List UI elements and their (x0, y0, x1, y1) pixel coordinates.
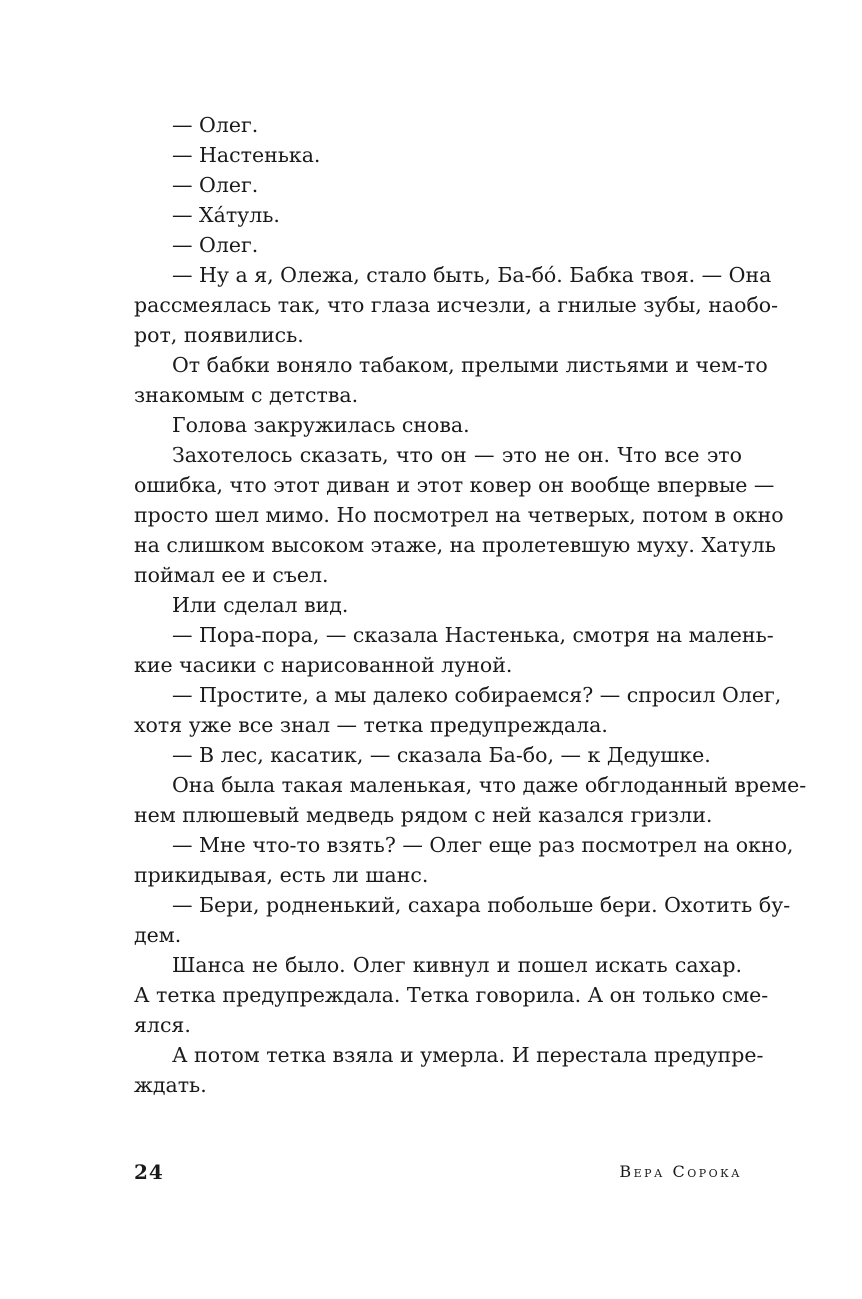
text-line: ошибка, что этот диван и этот ковер он вообще впервые — (134, 473, 775, 497)
text-line: прикидывая, есть ли шанс. (134, 863, 429, 887)
text-line: Захотелось сказать, что он — это не он. Что все это (172, 443, 742, 467)
text-line: ждать. (134, 1073, 207, 1097)
body-text (134, 110, 807, 1100)
text-line: ялся. (134, 1013, 191, 1037)
text-line: Голова закружилась снова. (172, 413, 470, 437)
text-line: — Олег. (172, 173, 259, 197)
text-line: просто шел мимо. Но посмотрел на четверых, потом в окно (134, 503, 784, 527)
text-line: нем плюшевый медведь рядом с ней казался гризли. (134, 803, 713, 827)
text-line: знакомым с детства. (134, 383, 359, 407)
text-line: — Простите, а мы далеко собираемся? — спросил Олег, (172, 683, 782, 707)
text-line: рассмеялась так, что глаза исчезли, а гнилые зубы, наобо- (134, 293, 779, 317)
text-line: А потом тетка взяла и умерла. И перестала предупре- (172, 1043, 764, 1067)
text-line: От бабки воняло табаком, прелыми листьями и чем-то (172, 353, 768, 377)
text-line: А тетка предупреждала. Тетка говорила. А он только сме- (134, 983, 769, 1007)
page-number: 24 (134, 1160, 164, 1184)
text-line: кие часики с нарисованной луной. (134, 653, 513, 677)
page-footer (134, 1157, 742, 1187)
text-line: Она была такая маленькая, что даже обглоданный време- (172, 773, 807, 797)
text-line: поймал ее и съел. (134, 563, 329, 587)
text-line: — Ну а я, Олежа, стало быть, Ба-бо́. Бабка твоя. — Она (172, 263, 772, 287)
text-line: дем. (134, 923, 182, 947)
text-line: — Пора-пора, — сказала Настенька, смотря на малень- (172, 623, 774, 647)
running-header-author: Вера Сорока (619, 1162, 742, 1181)
text-line: — Мне что-то взять? — Олег еще раз посмотрел на окно, (172, 833, 794, 857)
text-line: — Олег. (172, 233, 259, 257)
text-line: — Настенька. (172, 143, 321, 167)
text-line: рот, появились. (134, 323, 304, 347)
text-line: Шанса не было. Олег кивнул и пошел искать сахар. (172, 953, 742, 977)
text-line: — Ха́туль. (172, 203, 280, 227)
text-line: — В лес, касатик, — сказала Ба-бо, — к Дедушке. (172, 743, 711, 767)
text-line: — Бери, родненький, сахара побольше бери. Охотить бу- (172, 893, 791, 917)
text-line: хотя уже все знал — тетка предупреждала. (134, 713, 608, 737)
text-line: — Олег. (172, 113, 259, 137)
text-line: Или сделал вид. (172, 593, 349, 617)
text-line: на слишком высоком этаже, на пролетевшую муху. Хатуль (134, 533, 776, 557)
